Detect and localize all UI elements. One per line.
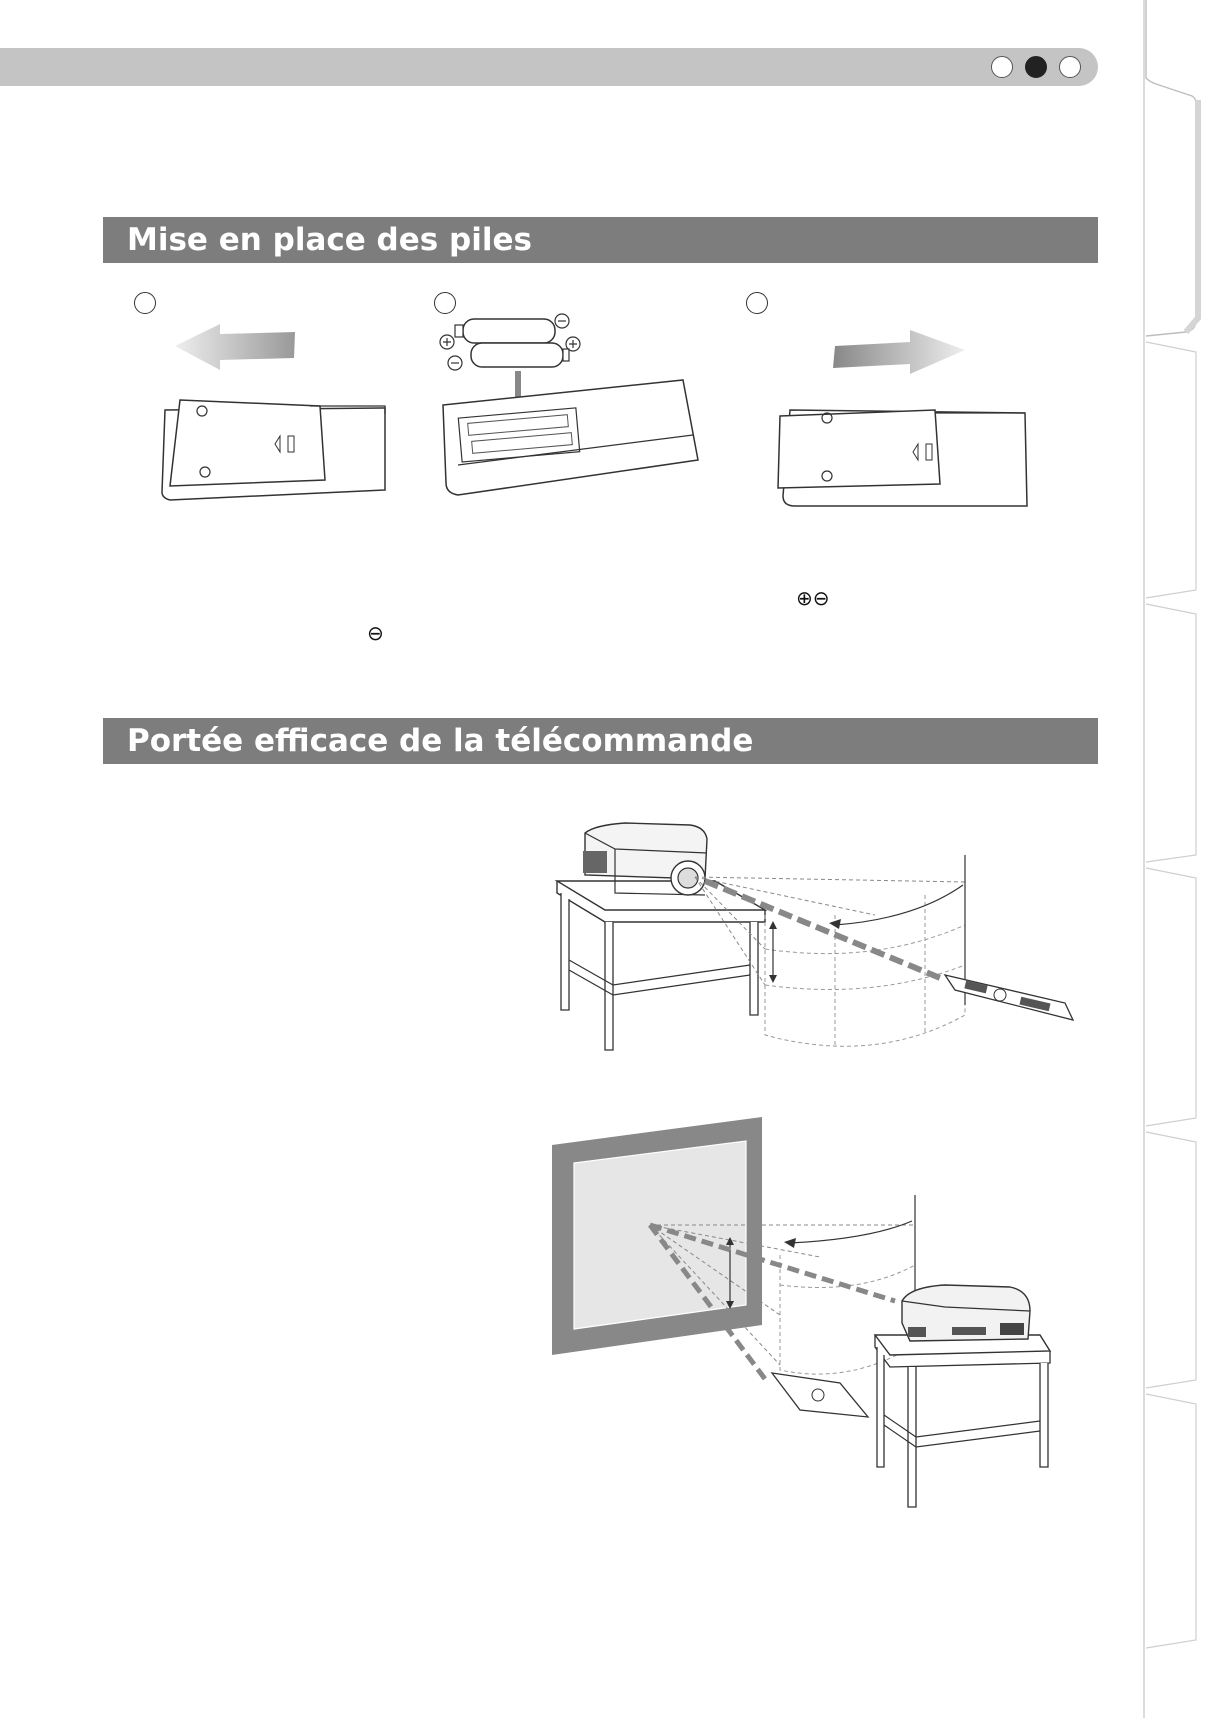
- step-2-insert-batteries-illustration: [438, 305, 708, 505]
- section-title-remote-range: Portée efficace de la télécommande: [103, 718, 1098, 764]
- left-arrow-icon: [175, 324, 295, 370]
- page-indicator-dot-3: [1059, 56, 1081, 78]
- side-tab-strip: [1136, 0, 1225, 1718]
- remote-control-illustration: [772, 1373, 868, 1417]
- battery-icon: [463, 319, 555, 343]
- remote-range-screen-reflection-diagram: [550, 1115, 1080, 1510]
- step-1-open-cover-illustration: [150, 310, 400, 510]
- plus-minus-symbols: ⊕⊖: [796, 586, 830, 610]
- right-arrow-icon: [833, 330, 965, 374]
- page-indicator-dot-1: [991, 56, 1013, 78]
- section-title-battery: Mise en place des piles: [103, 217, 1098, 263]
- header-bar: [0, 48, 1098, 86]
- minus-symbol: ⊖: [367, 621, 384, 645]
- step-3-marker: [746, 292, 768, 314]
- page-indicator-dot-2-active: [1025, 56, 1047, 78]
- battery-icon: [471, 343, 563, 367]
- step-3-close-cover-illustration: [775, 318, 1035, 518]
- remote-range-front-diagram: [545, 815, 1075, 1055]
- remote-control-illustration: [945, 975, 1073, 1020]
